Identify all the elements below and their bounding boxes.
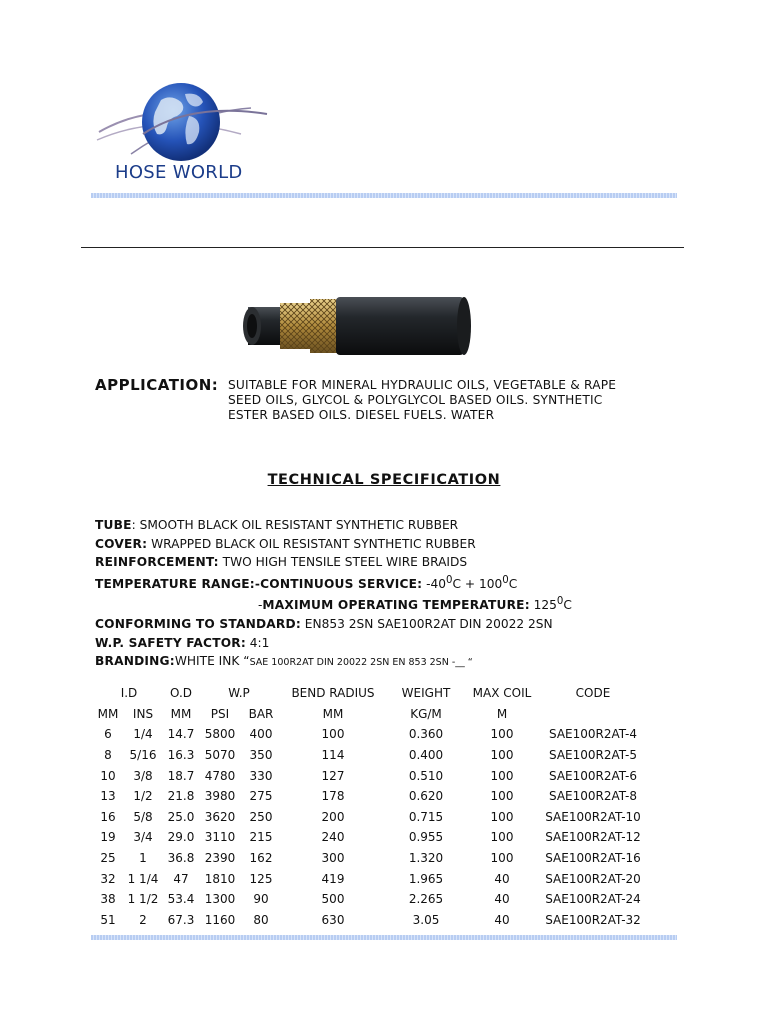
table-cell: 100: [490, 727, 514, 742]
spec-value: 4:1: [245, 635, 270, 650]
unit: C: [563, 598, 572, 613]
horizontal-rule: [81, 247, 684, 248]
table-cell: SAE100R2AT-6: [549, 768, 637, 783]
table-cell: 3.05: [412, 912, 440, 927]
subheader-cell: PSI: [210, 706, 230, 721]
spec-label: COVER:: [95, 536, 148, 551]
table-cell: 100: [490, 768, 514, 783]
table-cell: 3/8: [133, 768, 153, 783]
table-cell: 4780: [204, 768, 236, 783]
table-cell: SAE100R2AT-20: [545, 871, 641, 886]
table-cell: 5070: [204, 748, 236, 763]
spec-value: SMOOTH BLACK OIL RESISTANT SYNTHETIC RUBBER: [139, 518, 459, 532]
table-cell: 1: [139, 851, 147, 866]
spec-value: WRAPPED BLACK OIL RESISTANT SYNTHETIC RUBBER: [147, 536, 476, 551]
table-cell: 0.620: [408, 789, 444, 804]
table-cell: 1 1/2: [127, 892, 159, 907]
table-cell: 1300: [204, 892, 236, 907]
table-cell: 1160: [204, 912, 236, 927]
spec-value: EN853 2SN SAE100R2AT DIN 20022 2SN: [300, 617, 553, 632]
spec-label: W.P. SAFETY FACTOR:: [95, 635, 246, 650]
table-cell: 51: [100, 912, 116, 927]
table-cell: 1/4: [133, 727, 153, 742]
table-cell: 100: [321, 727, 345, 742]
table-cell: 47: [173, 871, 189, 886]
table-cell: 1.320: [408, 851, 444, 866]
table-cell: 330: [249, 768, 273, 783]
subheader-cell: MM: [170, 706, 192, 721]
table-cell: 5/16: [129, 748, 157, 763]
top-divider: [91, 193, 677, 198]
table-cell: 14.7: [167, 727, 195, 742]
table-cell: 215: [249, 830, 273, 845]
table-cell: 300: [321, 851, 345, 866]
spec-safety-factor: [95, 634, 695, 653]
application-line: SEED OILS, GLYCOL & POLYGLYCOL BASED OILS. SYNTHETIC: [228, 393, 603, 407]
spec-value-small: SAE 100R2AT DIN 20022 2SN EN 853 2SN -__ “: [249, 657, 473, 669]
header-cell: WEIGHT: [401, 686, 451, 701]
specifications-table: [94, 683, 648, 930]
table-cell: 2: [139, 912, 147, 927]
spec-label: TUBE: [95, 518, 132, 532]
application-label: APPLICATION:: [95, 376, 219, 394]
table-cell: 1.965: [408, 871, 444, 886]
header-cell: W.P: [228, 686, 250, 701]
table-cell: SAE100R2AT-8: [549, 789, 637, 804]
table-cell: 5800: [204, 727, 236, 742]
table-cell: 38: [100, 892, 116, 907]
spec-branding: [95, 652, 695, 673]
table-cell: 100: [490, 830, 514, 845]
header-cell: I.D: [120, 686, 138, 701]
hose-image: [240, 295, 472, 357]
table-cell: 36.8: [167, 851, 195, 866]
table-row: [94, 848, 648, 869]
table-row: [94, 807, 648, 828]
table-cell: 275: [249, 789, 273, 804]
spec-standard: [95, 615, 695, 634]
table-cell: 0.400: [408, 748, 444, 763]
table-cell: 25: [100, 851, 116, 866]
spec-value: 125: [529, 598, 557, 613]
table-row: [94, 868, 648, 889]
table-cell: SAE100R2AT-24: [545, 892, 641, 907]
table-cell: SAE100R2AT-16: [545, 851, 641, 866]
prefix: -: [258, 598, 263, 613]
table-cell: 127: [321, 768, 345, 783]
table-cell: 1810: [204, 871, 236, 886]
table-cell: 0.955: [408, 830, 444, 845]
table-cell: 500: [321, 892, 345, 907]
spec-cover: [95, 535, 695, 554]
spec-label: MAXIMUM OPERATING TEMPERATURE:: [262, 598, 530, 613]
table-cell: 40: [494, 892, 510, 907]
spec-tube: [95, 516, 695, 535]
header-cell: CODE: [575, 686, 611, 701]
spec-separator: :: [131, 518, 140, 532]
table-cell: 32: [100, 871, 116, 886]
table-row: [94, 827, 648, 848]
table-cell: 1 1/4: [127, 871, 159, 886]
spec-label: TEMPERATURE RANGE:-CONTINUOUS SERVICE:: [95, 576, 423, 591]
table-cell: 19: [100, 830, 116, 845]
subheader-cell: MM: [322, 706, 344, 721]
table-cell: 114: [321, 748, 345, 763]
table-cell: 1/2: [133, 789, 153, 804]
table-cell: 100: [490, 789, 514, 804]
table-cell: 90: [253, 892, 269, 907]
table-row: [94, 765, 648, 786]
table-cell: 18.7: [167, 768, 195, 783]
application-text: [228, 378, 668, 423]
table-cell: 200: [321, 809, 345, 824]
unit: C: [452, 576, 462, 591]
table-cell: 3/4: [133, 830, 153, 845]
table-cell: 16: [100, 809, 116, 824]
table-row: [94, 724, 648, 745]
table-cell: 67.3: [167, 912, 195, 927]
spec-value: + 100: [461, 576, 503, 591]
table-cell: 2.265: [408, 892, 444, 907]
table-cell: 3110: [204, 830, 236, 845]
spec-label: REINFORCEMENT:: [95, 555, 219, 570]
table-cell: 6: [104, 727, 112, 742]
brand-name: HOSE WORLD: [115, 162, 243, 183]
table-cell: 125: [249, 871, 273, 886]
table-cell: 5/8: [133, 809, 153, 824]
table-cell: 100: [490, 851, 514, 866]
degree-sup: 0: [502, 574, 509, 586]
table-row: [94, 786, 648, 807]
spec-value: TWO HIGH TENSILE STEEL WIRE BRAIDS: [218, 555, 468, 570]
spec-max-temperature: [95, 593, 695, 615]
spec-label: CONFORMING TO STANDARD:: [95, 617, 301, 632]
table-cell: SAE100R2AT-32: [545, 912, 641, 927]
technical-specification-title: TECHNICAL SPECIFICATION: [267, 472, 501, 488]
table-cell: 0.715: [408, 809, 444, 824]
table-cell: 13: [100, 789, 116, 804]
table-cell: 3980: [204, 789, 236, 804]
table-cell: 100: [490, 748, 514, 763]
spec-reinforcement: [95, 553, 695, 572]
table-cell: 10: [100, 768, 116, 783]
subheader-cell: INS: [132, 706, 154, 721]
degree-sup: 0: [446, 574, 453, 586]
table-cell: 100: [490, 809, 514, 824]
table-cell: 178: [321, 789, 345, 804]
table-cell: 21.8: [167, 789, 195, 804]
table-cell: 419: [321, 871, 345, 886]
specifications-list: [95, 516, 695, 673]
table-cell: 162: [249, 851, 273, 866]
table-cell: 16.3: [167, 748, 195, 763]
table-cell: SAE100R2AT-5: [549, 748, 637, 763]
table-cell: 53.4: [167, 892, 195, 907]
table-cell: 8: [104, 748, 112, 763]
degree-sup: 0: [556, 596, 564, 608]
table-cell: 29.0: [167, 830, 195, 845]
table-cell: 40: [494, 871, 510, 886]
table-header-row: [94, 683, 648, 704]
bottom-divider: [91, 935, 677, 940]
subheader-cell: KG/M: [410, 706, 442, 721]
header-cell: MAX COIL: [472, 686, 532, 701]
table-cell: 0.360: [408, 727, 444, 742]
application-line: SUITABLE FOR MINERAL HYDRAULIC OILS, VEGETABLE & RAPE: [228, 378, 617, 392]
spec-value: WHITE INK “: [174, 654, 250, 669]
table-cell: 40: [494, 912, 510, 927]
table-cell: 400: [249, 727, 273, 742]
header-cell: O.D: [169, 686, 192, 701]
subheader-cell: [538, 704, 648, 725]
subheader-cell: MM: [97, 706, 119, 721]
spec-value: -40: [422, 576, 447, 591]
unit: C: [508, 576, 518, 591]
table-cell: 350: [249, 748, 273, 763]
table-cell: 2390: [204, 851, 236, 866]
table-subheader-row: [94, 704, 648, 725]
subheader-cell: BAR: [248, 706, 274, 721]
table-cell: 240: [321, 830, 345, 845]
header-cell: BEND RADIUS: [291, 686, 375, 701]
spec-temperature: [95, 572, 695, 594]
subheader-cell: M: [496, 706, 508, 721]
table-cell: 80: [253, 912, 269, 927]
table-cell: SAE100R2AT-10: [545, 809, 641, 824]
table-cell: SAE100R2AT-12: [545, 830, 641, 845]
table-cell: 250: [249, 809, 273, 824]
table-cell: 25.0: [167, 809, 195, 824]
table-row: [94, 745, 648, 766]
table-cell: 630: [321, 912, 345, 927]
table-cell: 3620: [204, 809, 236, 824]
table-cell: 0.510: [408, 768, 444, 783]
table-cell: SAE100R2AT-4: [549, 727, 637, 742]
table-row: [94, 889, 648, 910]
spec-label: BRANDING:: [95, 654, 175, 669]
application-line: ESTER BASED OILS. DIESEL FUELS. WATER: [228, 408, 495, 422]
table-row: [94, 910, 648, 931]
